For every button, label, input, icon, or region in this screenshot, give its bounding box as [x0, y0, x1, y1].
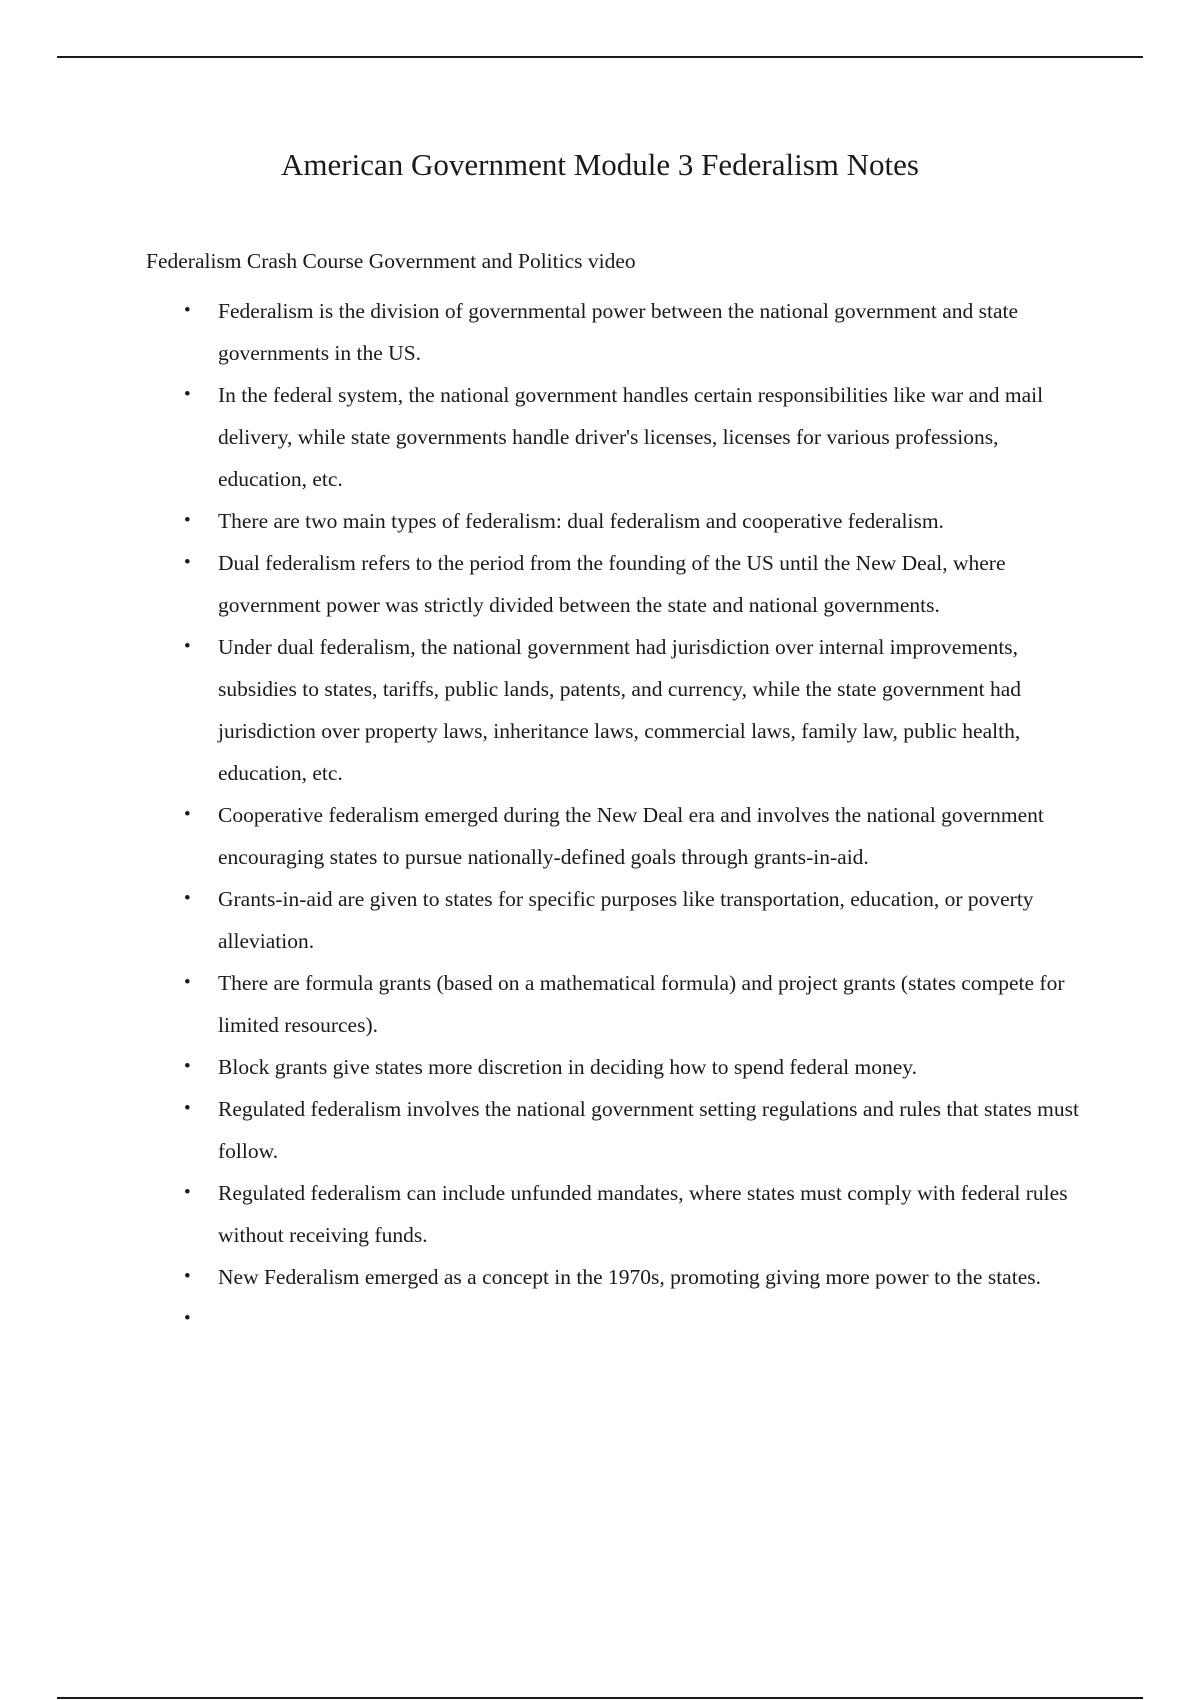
- bullet-list: [146, 290, 1091, 1340]
- list-item-text: Federalism is the division of governmental power between the national government and state governments in the US.: [218, 299, 1019, 365]
- list-item: [146, 290, 1091, 374]
- list-item: [146, 878, 1091, 962]
- bullet-dot: •: [184, 1056, 191, 1077]
- list-item-text: In the federal system, the national government handles certain responsibilities like war and mail delivery, while state governments handle driver's licenses, licenses for various professions, education, etc.: [218, 383, 1044, 491]
- list-item-text: There are two main types of federalism: dual federalism and cooperative federalism.: [218, 509, 944, 533]
- bullet-dot: •: [184, 1266, 191, 1287]
- list-item-text: Regulated federalism involves the national government setting regulations and rules that states must follow.: [218, 1097, 1079, 1163]
- list-item-text: New Federalism emerged as a concept in the 1970s, promoting giving more power to the states.: [218, 1265, 1041, 1289]
- list-item: [146, 962, 1091, 1046]
- bullet-dot: •: [184, 510, 191, 531]
- bullet-dot: •: [184, 888, 191, 909]
- list-item: [146, 542, 1091, 626]
- bullet-dot: •: [184, 1182, 191, 1203]
- bullet-dot: •: [184, 1098, 191, 1119]
- list-item: [146, 626, 1091, 794]
- list-item-text: Cooperative federalism emerged during the New Deal era and involves the national government encouraging states to pursue nationally-defined goals through grants-in-aid.: [218, 803, 1044, 869]
- list-item: [146, 1172, 1091, 1256]
- list-item-text: Block grants give states more discretion in deciding how to spend federal money.: [218, 1055, 917, 1079]
- list-item-text: Regulated federalism can include unfunded mandates, where states must comply with federal rules without receiving funds.: [218, 1181, 1068, 1247]
- bullet-dot: •: [184, 384, 191, 405]
- section-heading: Federalism Crash Course Government and Politics video: [146, 249, 636, 273]
- list-item: [146, 374, 1091, 500]
- bullet-dot: •: [184, 300, 191, 321]
- list-item-text: Under dual federalism, the national government had jurisdiction over internal improvements, subsidies to states, tariffs, public lands, patents, and currency, while the state government had jurisdiction over property laws, inheritance laws, commercial laws, family law, public health, education, etc.: [218, 635, 1022, 785]
- bullet-dot: •: [184, 552, 191, 573]
- list-item: [146, 1046, 1091, 1088]
- bullet-dot: •: [184, 972, 191, 993]
- document-title: American Government Module 3 Federalism Notes: [281, 147, 919, 182]
- list-item-text: There are formula grants (based on a mathematical formula) and project grants (states compete for limited resources).: [218, 971, 1065, 1037]
- top-rule: [57, 56, 1143, 58]
- bottom-rule: [57, 1697, 1143, 1699]
- bullet-dot: •: [184, 636, 191, 657]
- list-item: [146, 794, 1091, 878]
- list-item-text: Grants-in-aid are given to states for specific purposes like transportation, education, or poverty alleviation.: [218, 887, 1034, 953]
- list-item-text: Dual federalism refers to the period from the founding of the US until the New Deal, where government power was strictly divided between the state and national governments.: [218, 551, 1006, 617]
- list-item-empty: [146, 1298, 1091, 1340]
- bullet-dot: •: [184, 804, 191, 825]
- list-item: [146, 500, 1091, 542]
- bullet-dot: •: [184, 1308, 191, 1329]
- list-item: [146, 1088, 1091, 1172]
- list-item: [146, 1256, 1091, 1298]
